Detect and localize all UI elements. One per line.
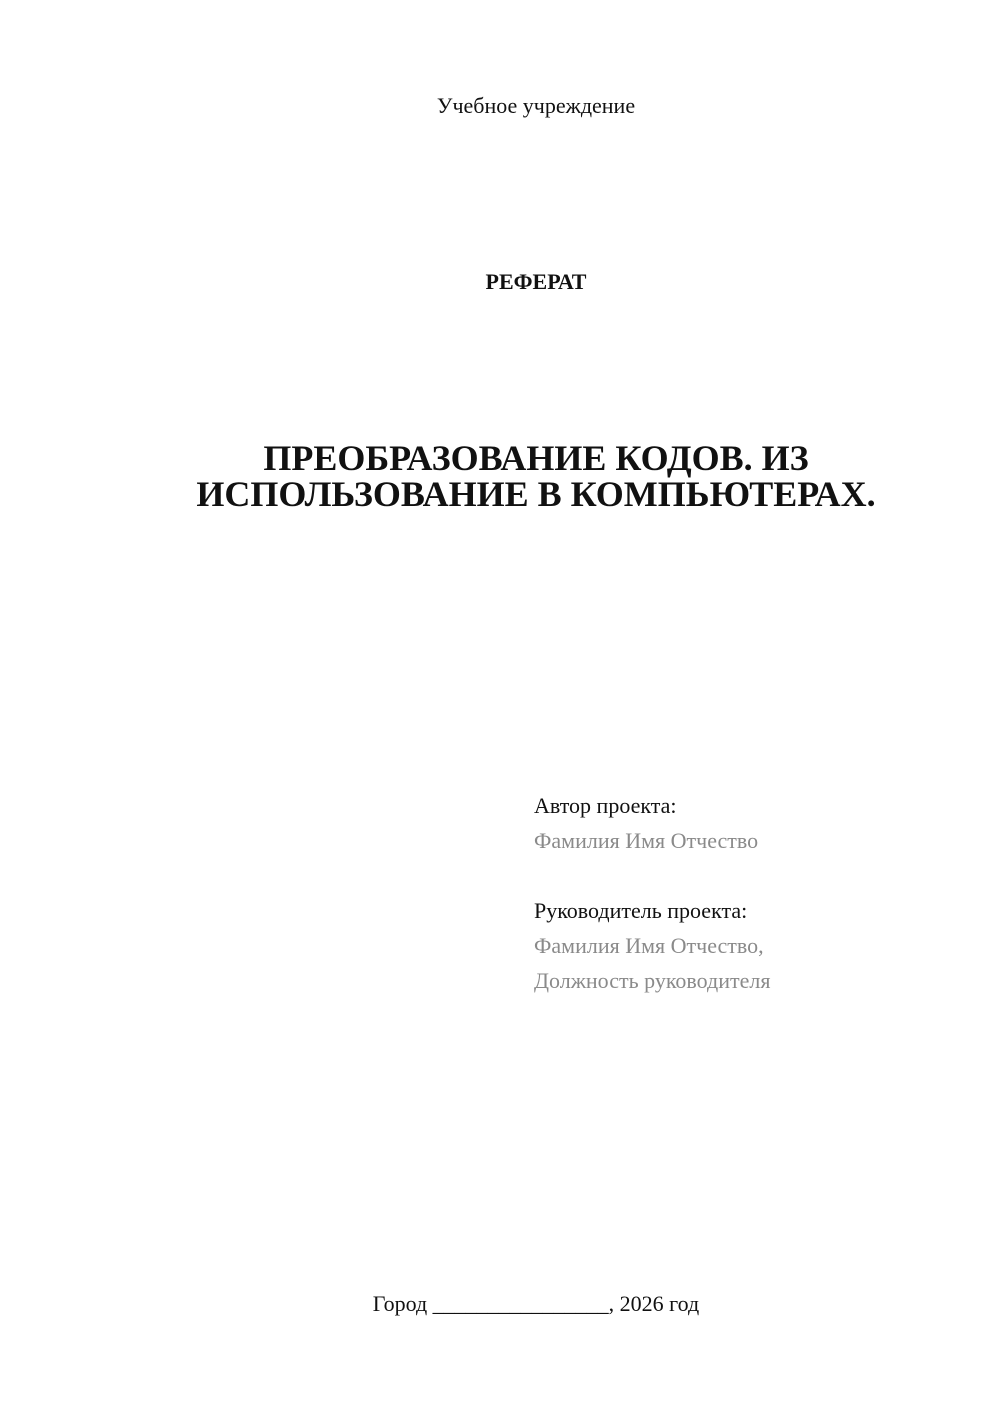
author-label: Автор проекта: bbox=[534, 793, 677, 818]
author-name: Фамилия Имя Отчество bbox=[534, 828, 759, 853]
credits-block bbox=[534, 788, 974, 998]
document-type: РЕФЕРАТ bbox=[485, 269, 587, 294]
supervisor-position: Должность руководителя bbox=[534, 968, 771, 993]
credits-spacer bbox=[534, 858, 974, 893]
document-title bbox=[150, 440, 922, 512]
title-line-2: ИСПОЛЬЗОВАНИЕ В КОМПЬЮТЕРАХ. bbox=[196, 474, 876, 514]
institution-name: Учебное учреждение bbox=[436, 93, 636, 118]
title-line-1: ПРЕОБРАЗОВАНИЕ КОДОВ. ИЗ bbox=[263, 438, 809, 478]
supervisor-label: Руководитель проекта: bbox=[534, 898, 748, 923]
supervisor-name: Фамилия Имя Отчество, bbox=[534, 933, 764, 958]
city-year-line: Город ________________, 2026 год bbox=[372, 1291, 700, 1316]
